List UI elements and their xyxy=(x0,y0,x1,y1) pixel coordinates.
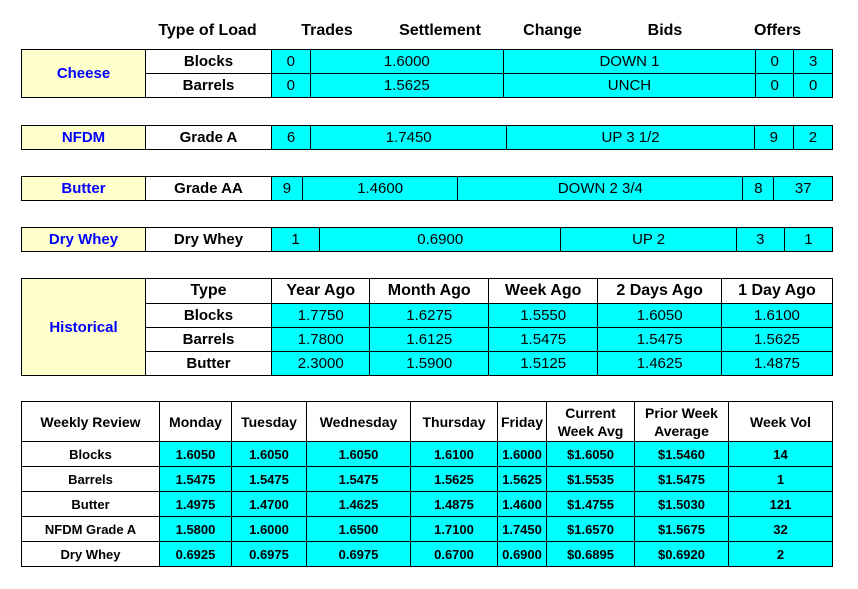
weekly-cell: 1.5475 xyxy=(232,467,307,492)
hist-cell: 2.3000 xyxy=(272,352,370,376)
nfdm-settlement: 1.7450 xyxy=(311,126,507,150)
header-type-of-load: Type of Load xyxy=(158,22,257,39)
hist-row-label: Blocks xyxy=(146,304,272,328)
weekly-cell: 1.6050 xyxy=(232,442,307,467)
weekly-cell: $0.6920 xyxy=(635,542,729,567)
butter-change: DOWN 2 3/4 xyxy=(458,177,743,201)
weekly-header-thursday: Thursday xyxy=(411,402,498,442)
drywhey-settlement: 0.6900 xyxy=(320,228,561,252)
cheese-barrels-settlement: 1.5625 xyxy=(310,74,504,98)
hist-cell: 1.6275 xyxy=(370,304,489,328)
weekly-cell: 1.6050 xyxy=(307,442,411,467)
hist-cell: 1.5625 xyxy=(721,328,832,352)
weekly-cell: $1.6050 xyxy=(547,442,635,467)
drywhey-trades: 1 xyxy=(272,228,320,252)
cheese-type-barrels: Barrels xyxy=(146,74,272,98)
drywhey-change: UP 2 xyxy=(561,228,736,252)
weekly-cell: $1.5030 xyxy=(635,492,729,517)
weekly-cell: 1.5475 xyxy=(160,467,232,492)
weekly-cell: 121 xyxy=(729,492,833,517)
weekly-cell: 1.6050 xyxy=(160,442,232,467)
weekly-header-prior-week-average: Prior Week Average xyxy=(635,402,729,442)
hist-cell: 1.7800 xyxy=(272,328,370,352)
weekly-cell: $1.5535 xyxy=(547,467,635,492)
hist-cell: 1.5475 xyxy=(488,328,597,352)
cheese-blocks-offers: 3 xyxy=(794,50,833,74)
butter-bids: 8 xyxy=(743,177,774,201)
header-settlement: Settlement xyxy=(399,22,481,39)
butter-trades: 9 xyxy=(272,177,303,201)
hist-header-year-ago: Year Ago xyxy=(272,279,370,304)
weekly-header-tuesday: Tuesday xyxy=(232,402,307,442)
weekly-row-label: Butter xyxy=(22,492,160,517)
header-offers: Offers xyxy=(753,22,802,39)
header-bids: Bids xyxy=(647,22,683,39)
nfdm-trades: 6 xyxy=(272,126,311,150)
hist-row-label: Barrels xyxy=(146,328,272,352)
weekly-cell: 1.7450 xyxy=(498,517,547,542)
weekly-cell: 1.7100 xyxy=(411,517,498,542)
weekly-cell: 0.6925 xyxy=(160,542,232,567)
nfdm-table xyxy=(21,125,833,150)
cheese-blocks-trades: 0 xyxy=(272,50,311,74)
category-butter: Butter xyxy=(22,177,146,201)
weekly-header-week-vol: Week Vol xyxy=(729,402,833,442)
nfdm-change: UP 3 1/2 xyxy=(507,126,754,150)
nfdm-type: Grade A xyxy=(146,126,272,150)
weekly-row-label: Dry Whey xyxy=(22,542,160,567)
weekly-cell: 14 xyxy=(729,442,833,467)
weekly-cell: 1.4875 xyxy=(411,492,498,517)
weekly-cell: 32 xyxy=(729,517,833,542)
weekly-header-weekly-review: Weekly Review xyxy=(22,402,160,442)
weekly-cell: $1.5460 xyxy=(635,442,729,467)
butter-settlement: 1.4600 xyxy=(302,177,457,201)
category-dry-whey: Dry Whey xyxy=(22,228,146,252)
hist-cell: 1.4625 xyxy=(598,352,722,376)
nfdm-bids: 9 xyxy=(754,126,793,150)
hist-header-1-day-ago: 1 Day Ago xyxy=(721,279,832,304)
cheese-barrels-trades: 0 xyxy=(272,74,311,98)
nfdm-offers: 2 xyxy=(793,126,832,150)
hist-cell: 1.6050 xyxy=(598,304,722,328)
drywhey-bids: 3 xyxy=(736,228,784,252)
hist-header-month-ago: Month Ago xyxy=(370,279,489,304)
cheese-blocks-bids: 0 xyxy=(755,50,794,74)
weekly-cell: 2 xyxy=(729,542,833,567)
table-row xyxy=(22,467,833,492)
hist-row-label: Butter xyxy=(146,352,272,376)
category-historical: Historical xyxy=(22,279,146,376)
weekly-cell: 1.6000 xyxy=(232,517,307,542)
butter-offers: 37 xyxy=(774,177,833,201)
drywhey-table xyxy=(21,227,833,252)
weekly-cell: 1.5625 xyxy=(411,467,498,492)
hist-cell: 1.5475 xyxy=(598,328,722,352)
hist-header-type: Type xyxy=(146,279,272,304)
weekly-cell: 0.6900 xyxy=(498,542,547,567)
header-change: Change xyxy=(523,22,582,39)
hist-cell: 1.6125 xyxy=(370,328,489,352)
historical-table xyxy=(21,278,833,376)
weekly-cell: 1.4625 xyxy=(307,492,411,517)
weekly-row-label: NFDM Grade A xyxy=(22,517,160,542)
weekly-cell: 1.6500 xyxy=(307,517,411,542)
weekly-row-label: Barrels xyxy=(22,467,160,492)
weekly-cell: 1.5475 xyxy=(307,467,411,492)
weekly-cell: 1.5625 xyxy=(498,467,547,492)
weekly-cell: 1.6000 xyxy=(498,442,547,467)
header-trades: Trades xyxy=(301,22,353,39)
weekly-cell: $1.4755 xyxy=(547,492,635,517)
weekly-header-current-week-avg: Current Week Avg xyxy=(547,402,635,442)
weekly-cell: $1.6570 xyxy=(547,517,635,542)
hist-header-2-days-ago: 2 Days Ago xyxy=(598,279,722,304)
weekly-cell: 0.6975 xyxy=(307,542,411,567)
cheese-type-blocks: Blocks xyxy=(146,50,272,74)
table-row xyxy=(22,542,833,567)
weekly-cell: 1.4600 xyxy=(498,492,547,517)
category-cheese: Cheese xyxy=(22,50,146,98)
weekly-cell: 1.5800 xyxy=(160,517,232,542)
weekly-row-label: Blocks xyxy=(22,442,160,467)
weekly-cell: 1.6100 xyxy=(411,442,498,467)
weekly-cell: 1 xyxy=(729,467,833,492)
weekly-cell: 0.6975 xyxy=(232,542,307,567)
weekly-header-friday: Friday xyxy=(498,402,547,442)
weekly-review-table xyxy=(21,401,833,567)
table-row xyxy=(22,442,833,467)
hist-cell: 1.7750 xyxy=(272,304,370,328)
weekly-header-wednesday: Wednesday xyxy=(307,402,411,442)
cheese-barrels-bids: 0 xyxy=(755,74,794,98)
weekly-cell: $1.5675 xyxy=(635,517,729,542)
weekly-cell: 0.6700 xyxy=(411,542,498,567)
weekly-header-monday: Monday xyxy=(160,402,232,442)
weekly-cell: 1.4975 xyxy=(160,492,232,517)
hist-cell: 1.5550 xyxy=(488,304,597,328)
drywhey-offers: 1 xyxy=(784,228,832,252)
table-row xyxy=(22,492,833,517)
weekly-cell: 1.4700 xyxy=(232,492,307,517)
hist-cell: 1.4875 xyxy=(721,352,832,376)
cheese-table xyxy=(21,49,833,98)
weekly-cell: $0.6895 xyxy=(547,542,635,567)
cheese-blocks-change: DOWN 1 xyxy=(504,50,756,74)
cheese-barrels-offers: 0 xyxy=(794,74,833,98)
butter-table xyxy=(21,176,833,201)
hist-header-week-ago: Week Ago xyxy=(488,279,597,304)
weekly-cell: $1.5475 xyxy=(635,467,729,492)
category-nfdm: NFDM xyxy=(22,126,146,150)
hist-cell: 1.5900 xyxy=(370,352,489,376)
hist-cell: 1.6100 xyxy=(721,304,832,328)
drywhey-type: Dry Whey xyxy=(146,228,272,252)
butter-type: Grade AA xyxy=(146,177,272,201)
hist-cell: 1.5125 xyxy=(488,352,597,376)
cheese-barrels-change: UNCH xyxy=(504,74,756,98)
table-row xyxy=(22,517,833,542)
cheese-blocks-settlement: 1.6000 xyxy=(310,50,504,74)
